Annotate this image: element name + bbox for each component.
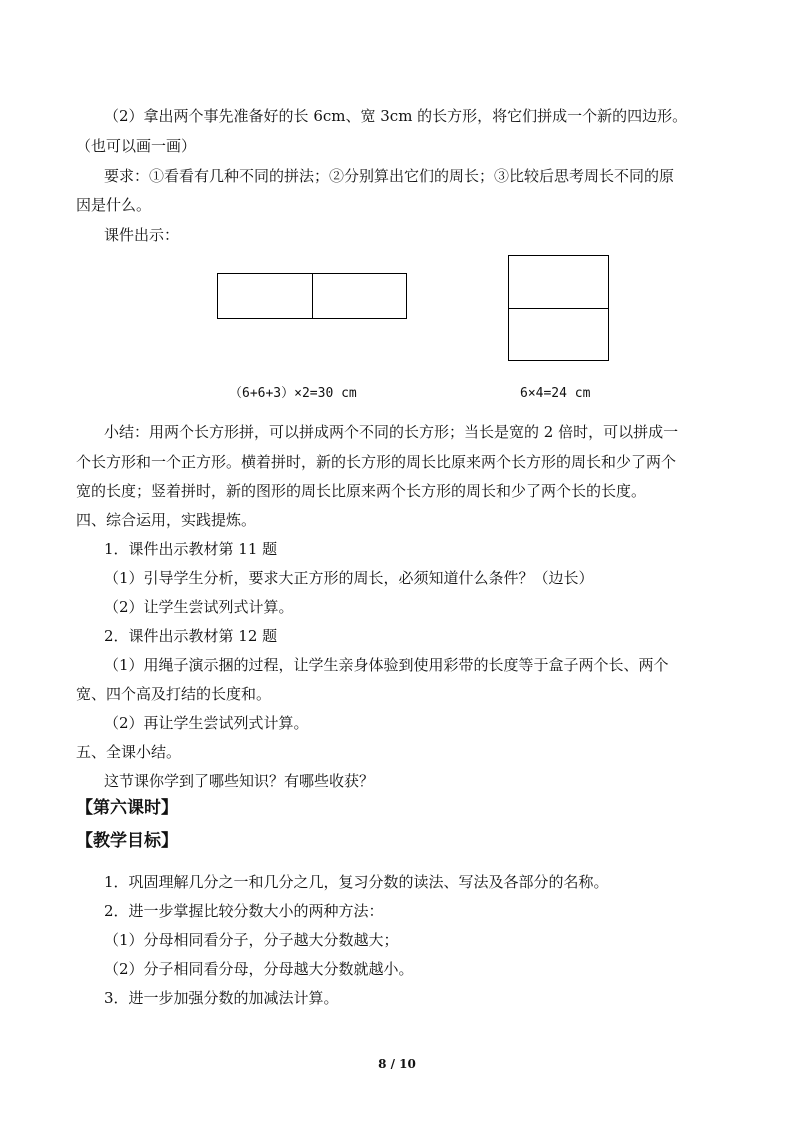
text-line-14: 宽、四个高及打结的长度和。 bbox=[76, 685, 272, 703]
objectives-heading: 【教学目标】 bbox=[76, 831, 178, 851]
caption-horizontal: （6+6+3）×2=30 cm bbox=[229, 386, 357, 401]
objective-2-1: （1）分母相同看分子，分子越大分数越大； bbox=[104, 931, 399, 949]
text-line-16: 这节课你学到了哪些知识？有哪些收获？ bbox=[104, 772, 375, 790]
text-line-6: 小结：用两个长方形拼，可以拼成两个不同的长方形；当长是宽的 2 倍时，可以拼成一 bbox=[104, 423, 679, 441]
text-line-8: 宽的长度；竖着拼时，新的图形的周长比原来两个长方形的周长和少了两个长的长度。 bbox=[76, 482, 647, 500]
objective-3: 3．进一步加强分数的加减法计算。 bbox=[104, 989, 339, 1007]
text-line-9: 1．课件出示教材第 11 题 bbox=[104, 540, 278, 558]
objective-1: 1．巩固理解几分之一和几分之几，复习分数的读法、写法及各部分的名称。 bbox=[104, 873, 609, 891]
rect-vertical-bottom bbox=[508, 308, 609, 361]
rect-horizontal-right bbox=[312, 273, 407, 319]
text-line-1: （2）拿出两个事先准备好的长 6cm、宽 3cm 的长方形，将它们拼成一个新的四边形。 bbox=[104, 107, 688, 125]
lesson-heading: 【第六课时】 bbox=[76, 798, 178, 818]
text-line-2: （也可以画一画） bbox=[76, 137, 197, 155]
objective-2-2: （2）分子相同看分母，分母越大分数就越小。 bbox=[104, 960, 414, 978]
text-line-7: 个长方形和一个正方形。横着拼时，新的长方形的周长比原来两个长方形的周长和少了两个 bbox=[76, 453, 677, 471]
text-line-13: （1）用绳子演示捆的过程，让学生亲身体验到使用彩带的长度等于盒子两个长、两个 bbox=[104, 656, 669, 674]
section-heading-4: 四、综合运用，实践提炼。 bbox=[76, 511, 257, 529]
text-line-11: （2）让学生尝试列式计算。 bbox=[104, 598, 294, 616]
section-heading-5: 五、全课小结。 bbox=[76, 743, 182, 761]
text-line-12: 2．课件出示教材第 12 题 bbox=[104, 627, 278, 645]
text-line-3: 要求：①看看有几种不同的拼法；②分别算出它们的周长；③比较后思考周长不同的原 bbox=[104, 167, 675, 185]
text-line-15: （2）再让学生尝试列式计算。 bbox=[104, 714, 309, 732]
page-number: 8 / 10 bbox=[378, 1057, 416, 1071]
rect-horizontal-left bbox=[217, 273, 313, 319]
rect-vertical-top bbox=[508, 255, 609, 309]
caption-vertical: 6×4=24 cm bbox=[520, 386, 591, 401]
text-line-4: 因是什么。 bbox=[76, 196, 152, 214]
text-line-5: 课件出示： bbox=[104, 226, 180, 244]
objective-2: 2．进一步掌握比较分数大小的两种方法： bbox=[104, 902, 384, 920]
text-line-10: （1）引导学生分析，要求大正方形的周长，必须知道什么条件？（边长） bbox=[104, 569, 594, 587]
